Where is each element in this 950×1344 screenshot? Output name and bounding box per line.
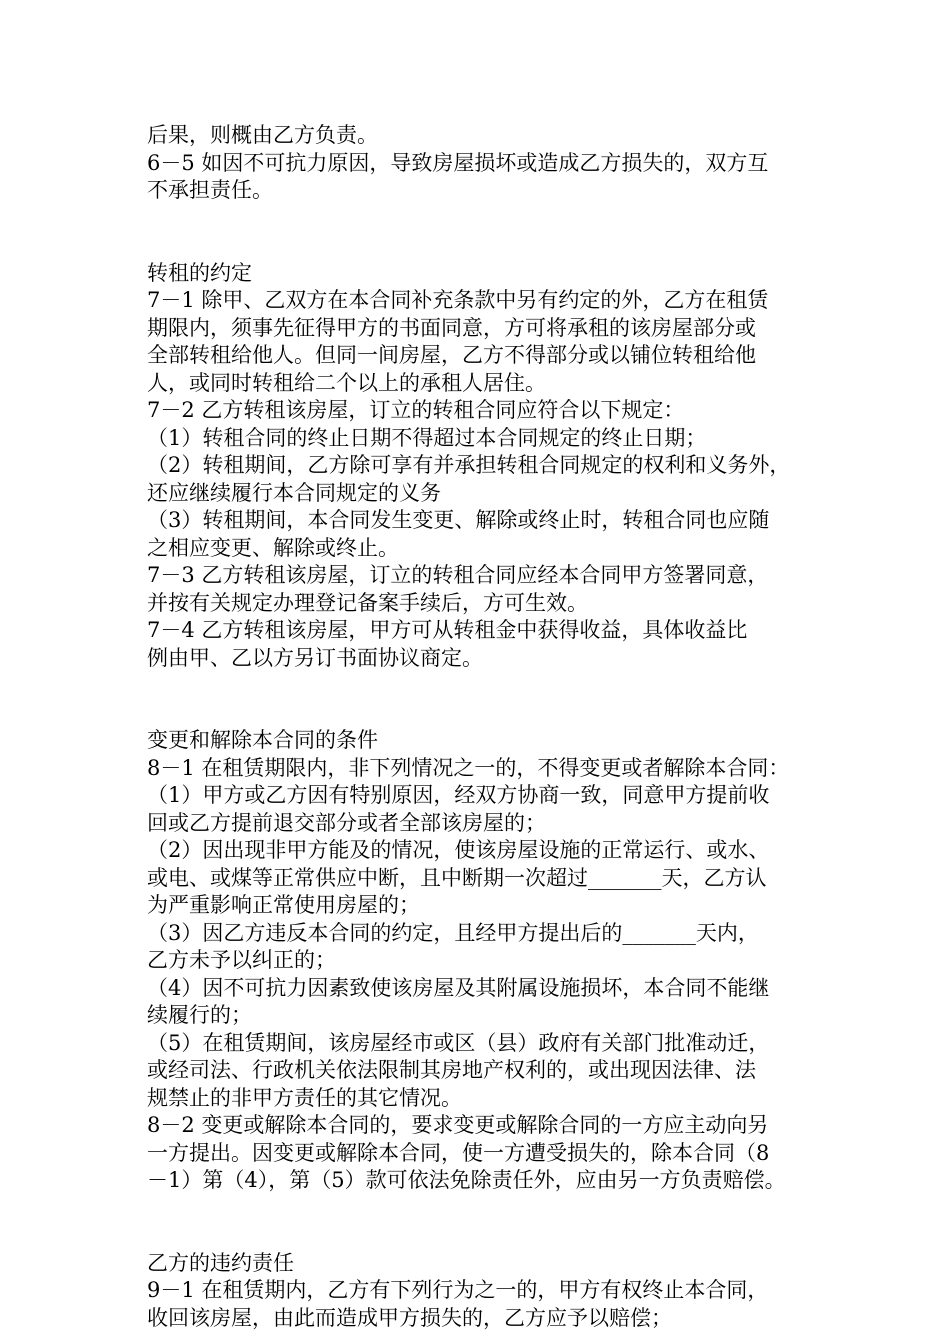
paragraph-line: 8－1 在租赁期限内，非下列情况之一的，不得变更或者解除本合同： [147,755,790,780]
paragraph-line: （3）转租期间，本合同发生变更、解除或终止时，转租合同也应随 [147,508,770,532]
paragraph-line: 之相应变更、解除或终止。 [147,535,399,560]
paragraph-line: 期限内，须事先征得甲方的书面同意，方可将承租的该房屋部分或 [147,315,756,340]
section-gap [147,672,837,727]
paragraph-line: 续履行的； [147,1003,252,1027]
paragraph-line: 7－4 乙方转租该房屋，甲方可从转租金中获得收益，具体收益比 [147,618,748,642]
paragraph-line: 一方提出。因变更或解除本合同，使一方遭受损失的，除本合同（8 [147,1140,770,1165]
paragraph-line: 7－2 乙方转租该房屋，订立的转租合同应符合以下规定： [147,398,685,422]
paragraph-line: 后果，则概由乙方负责。 [147,123,378,147]
section-heading: 转租的约定 [147,260,252,285]
section-9-lessee-liability [147,1250,837,1333]
paragraph-line: （2）因出现非甲方能及的情况，使该房屋设施的正常运行、或水、 [147,838,770,862]
section-7-sublease [147,260,837,673]
paragraph-line: 人，或同时转租给二个以上的承租人居住。 [147,370,546,395]
section-8-change-termination [147,727,837,1195]
paragraph-line: 9－1 在租赁期内，乙方有下列行为之一的，甲方有权终止本合同， [147,1278,769,1302]
paragraph-line: 6－5 如因不可抗力原因，导致房屋损坏或造成乙方损失的，双方互 [147,150,769,175]
paragraph-line: 并按有关规定办理登记备案手续后，方可生效。 [147,590,588,615]
contract-page [147,122,837,1332]
section-heading: 乙方的违约责任 [147,1250,294,1275]
paragraph-line: 或电、或煤等正常供应中断，且中断期一次超过_______天，乙方认 [147,865,767,890]
paragraph-line: 8－2 变更或解除本合同的，要求变更或解除合同的一方应主动向另 [147,1113,769,1137]
paragraph-line: 7－1 除甲、乙双方在本合同补充条款中另有约定的外，乙方在租赁 [147,288,769,312]
paragraph-line: 收回该房屋，由此而造成甲方损失的，乙方应予以赔偿； [147,1305,672,1330]
paragraph-line: 例由甲、乙以方另订书面协议商定。 [147,645,483,670]
paragraph-line: （1）转租合同的终止日期不得超过本合同规定的终止日期； [147,425,707,450]
paragraph-line: 或经司法、行政机关依法限制其房地产权利的，或出现因法律、法 [147,1058,756,1082]
paragraph-line: 全部转租给他人。但同一间房屋，乙方不得部分或以铺位转租给他 [147,343,756,367]
paragraph-line: （2）转租期间，乙方除可享有并承担转租合同规定的权利和义务外， [147,453,791,477]
paragraph-line: 规禁止的非甲方责任的其它情况。 [147,1085,462,1110]
paragraph-line: －1）第（4），第（5）款可依法免除责任外，应由另一方负责赔偿。 [147,1168,786,1192]
section-heading: 变更和解除本合同的条件 [147,728,378,752]
paragraph-line: 不承担责任。 [147,178,273,202]
section-gap [147,205,837,260]
paragraph-line: （1）甲方或乙方因有特别原因，经双方协商一致，同意甲方提前收 [147,783,770,807]
paragraph-line: 乙方未予以纠正的； [147,948,336,972]
paragraph-line: （3）因乙方违反本合同的约定，且经甲方提出后的_______天内， [147,920,759,945]
section-6-continuation [147,122,837,205]
paragraph-line: （5）在租赁期间，该房屋经市或区（县）政府有关部门批准动迁， [147,1030,770,1055]
section-gap [147,1195,837,1250]
paragraph-line: 为严重影响正常使用房屋的； [147,893,420,917]
paragraph-line: （4）因不可抗力因素致使该房屋及其附属设施损坏，本合同不能继 [147,975,770,1000]
paragraph-line: 7－3 乙方转租该房屋，订立的转租合同应经本合同甲方签署同意， [147,563,769,587]
paragraph-line: 回或乙方提前退交部分或者全部该房屋的； [147,810,546,835]
paragraph-line: 还应继续履行本合同规定的义务 [147,480,441,505]
